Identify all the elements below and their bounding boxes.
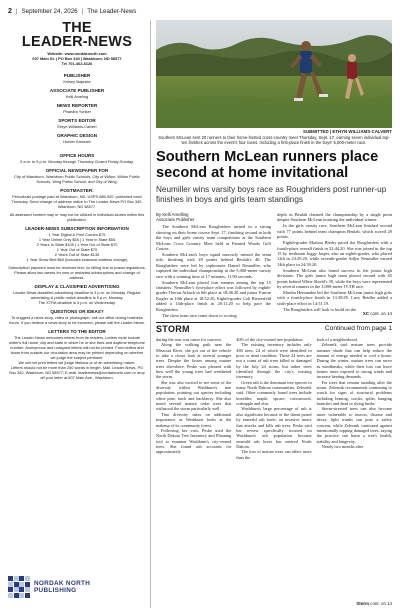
continued-from: Continued from page 1 — [324, 325, 392, 332]
jump-label: XC — [362, 311, 370, 316]
paragraph: For trees that remain standing after the storm, Zeleznik recommends continuing to watch for signs of structural problems including leaning, cracks, splits, hanging branches and dead or dying limbs. — [316, 379, 392, 407]
questions-text: To suggest a news story, video or photograph, call our office during business hours. If you believe a news story to be incorrect, please call the Leader-News. — [9, 315, 145, 325]
storm-jump[interactable] — [156, 601, 392, 606]
storm-body — [156, 337, 392, 460]
paragraph: depth as Beulah claimed the championship by a single point despite Southern McLean boasting the individual winner. — [277, 212, 392, 223]
staff-name: Kelli Ameling — [65, 94, 89, 99]
paragraph: look of a neighborhood. — [316, 337, 358, 342]
masthead-column — [8, 20, 146, 608]
staff-role: NEWS REPORTER — [56, 103, 98, 108]
issue-date: September 24, 2026 — [21, 7, 78, 15]
paragraph: The loss of mature trees can affect more than the — [236, 449, 312, 460]
questions-heading: QUESTIONS OR IDEAS? — [50, 309, 104, 314]
staff-role: PUBLISHER — [63, 73, 91, 78]
staff-name: Ethyn Williams-Calvert — [57, 124, 97, 129]
storm-label: STORM — [156, 323, 190, 334]
paragraph: Following her visit, Peske used the North Dakota Tree Inventory and Planning tool to examine Washburn's city-owned trees. She found ash accounts for approximately — [156, 427, 232, 455]
postmaster-text: Periodicals postage paid at Washburn, ND, USPS 686-920, published each Thursday. Send change of address notice to The Leader-News PO Box 340, Washburn, ND 58577. — [11, 194, 143, 209]
storm-column — [317, 337, 392, 460]
article-column — [277, 212, 392, 319]
paragraph: That diversity takes on additional importance as Washburn looks at the makeup of its community forest. — [156, 411, 232, 428]
letters-text: The Leader-News welcomes letters from its readers. Letters must include writer's full name, city and state in which he or she lives and daytime telephone number. Anonymous and unsigned letters will not be printed. Form letters and those from outside our circulation area may be printed depending on whether we judge the subject pertinent. — [9, 335, 145, 360]
xtra-deadline: The XTRA deadline is 5 p.m. on Wednesday. — [38, 300, 116, 305]
paragraph: Southern McLean's boys squad narrowly missed the team title, finishing with 49 points behind Beulah's 48. The Roughriders were led by sophomore Daniel Neumiller, who captured the individual championship in the 5,000-meter varsity race with a winning time of 17 minutes, 11.90 seconds. — [156, 251, 271, 279]
paper-name: The Leader-News — [87, 7, 137, 15]
masthead-title-line2: LEADER-NEWS — [21, 34, 133, 50]
paragraph: Southern McLean also found success in the junior high divisions. The girls junior high team placed second with 65 points behind White Shield's 39, while the boys were represented by several runners in the 3,000-meter JV/JH race. — [277, 267, 392, 290]
storm-column — [236, 337, 311, 460]
paragraph: Storm-stressed trees can also become more vulnerable to insects, disease and decay. Split trunks can pose a safety concern, while Zeleznik cautioned against intentionally topping damaged trees, saying the practice can harm a tree's health, stability and longevity. — [316, 406, 392, 444]
paragraph: Along the walking path near the Missouri River, she got out of the vehicle to take a closer look at several younger trees. Despite the losses among mature trees elsewhere, Peske was pleased with how well the young trees had weathered the storm. — [156, 342, 232, 380]
masthead-title — [8, 21, 146, 49]
paragraph: during the tour was cause for concern. — [156, 337, 222, 342]
official-newspaper-text: City of Washburn, Washburn Public Schools, City of Wilton, Wilton Public Schools, Wing Public School, and City of Wing. — [14, 174, 140, 184]
paragraph: The existing inventory includes only 480 trees, 24 of which were identified in poor or dead condition. Those 24 trees are not a count of ash trees killed or damaged by the July 24 storm, but rather trees identified through the city's existing inventory. — [236, 342, 312, 380]
paragraph: In the girls varsity race, Southern McLean finished second with 77 points behind team champion Beulah, which scored 29 points. — [277, 223, 392, 240]
paragraph: Southern McLean placed four runners among the top 15 finishers. Neumiller's first-place effort was followed by eighth-grader Theron Arbach in 6th place at 18:46.20 and junior Easton Kugler in 10th place at 18:52.20. Eighth-grader Colt Riesterfeld added a 14th-place finish in 20:11.20 to help pace the Roughriders. — [156, 279, 271, 312]
letters-heading: LETTERS TO THE EDITOR — [48, 329, 106, 334]
paragraph: Washburn's large percentage of ash is also significant because of the threat posed by emerald ash borer, an invasive insect that attacks and kills ash trees. Peske said her review specifically focused on Washburn's ash population because emerald ash borer has entered North Dakota. — [236, 406, 312, 449]
copyright-notice: All assessed content may or may not be utilized in individual stories within this publication. — [9, 212, 145, 222]
page-header-bar — [8, 5, 392, 17]
article-headline: Southern McLean runners place second at home invitational — [156, 149, 379, 181]
letters-text: Letters should not be more than 250 words in length. Mail: Leader-News, PO Box 340, Washburn, ND 58577; E-mail: leadernews@nordaknorth.com or drop off your letter at 607 Main Ave., Washburn. — [9, 365, 145, 380]
letters-text: We will not print letters we judge libelous or of an advertising nature. — [18, 360, 136, 365]
subscription-rate: 1 Year Online Only $55 | 1 Year In State $55 — [38, 237, 116, 242]
article-deck: Neumiller wins varsity boys race as Roughriders post runner-up finishes in boys and girls team standings — [156, 185, 387, 204]
page-number: 2 — [8, 7, 12, 15]
nordak-logo-icon — [8, 576, 30, 598]
staff-role: ASSOCIATE PUBLISHER — [49, 88, 105, 93]
article-column — [156, 212, 271, 319]
paragraph: Eighth-grader Marissa Brisby paced the Roughriders with a fourth-place overall finish in 22:44.20. She was joined in the top 15 by freshman Joggy Jasper, also an eighth-grader, who placed 12th in 24:29.20, while seventh-grader Adlyn Neumiller earned 14th place in 24:39.20. — [277, 240, 392, 267]
jump-text: cont. on 14 — [370, 601, 392, 606]
staff-name: Hunter Kamrath — [63, 139, 91, 144]
office-hours-heading: OFFICE HOURS — [59, 153, 95, 158]
paragraph: Green ash is the dominant tree species in many North Dakota communities, Zeleznik said. Other commonly found trees include boxelder, maple, spruce, cottonwood, crabapple and elm. — [236, 379, 312, 407]
paragraph: Zeleznik said mature trees provide summer shade that can help reduce the amount of energy needed to cool a home. During the winter, mature trees can serve as windbreaks, while their loss can leave homes more exposed to strong winds and increase heating demands. — [316, 342, 392, 380]
advertising-deadline: Leader-News classified advertising deadline is 3 p.m. on Monday. Regular advertising & public notice deadline is 5 p.m. Monday. — [13, 290, 141, 300]
office-hours-text: 9 a.m. to 5 p.m. Monday through Thursday Closed Friday-Sunday. — [20, 159, 134, 164]
paragraph: 40% of the city-owned tree population. — [236, 337, 304, 342]
subscription-rate: 1 Year Out of State $70 — [56, 247, 98, 252]
telephone: Tel 701-462-8126 — [61, 61, 93, 66]
storm-column — [156, 337, 231, 460]
masthead-title-line1: THE — [62, 20, 92, 36]
postmaster-heading: POSTMASTER: — [60, 188, 94, 193]
subscription-rate: 1 Year Snow Bird $60 (includes seasonal address change) — [26, 257, 128, 262]
separator: | — [15, 7, 18, 15]
official-newspaper-heading: OFFICIAL NEWSPAPER FOR — [45, 168, 109, 173]
jump-text: cont. on 14 — [370, 311, 392, 316]
publisher-logo — [8, 574, 146, 600]
photo-credit: SUBMITTED | ETHYN WILLIAMS-CALVERT — [303, 129, 392, 134]
staff-name: Phaedra Yunker — [63, 109, 91, 114]
subscription-rate: 2 Years In State $105 | 1 Year Out of State $70 — [36, 242, 118, 247]
column-divider — [150, 20, 151, 608]
publisher-logo-text: NORDAK NORTH PUBLISHING — [34, 580, 91, 594]
paragraph: The Roughriders will look to build on the — [283, 306, 357, 312]
storm-section-header — [156, 322, 392, 334]
staff-role: GRAPHIC DESIGN — [56, 133, 98, 138]
subscription-rate: 1 Year Digital & Print Combo $75 — [48, 232, 106, 237]
paragraph: The close team race came down to scoring — [162, 312, 237, 318]
byline-name: By Kelli Amelling — [156, 212, 189, 217]
staff-role: SPORTS EDITOR — [58, 118, 96, 123]
separator: | — [81, 7, 84, 15]
subscription-rate: 2 Years Out of State $135 — [54, 252, 100, 257]
staff-name: Kelsey Majeske — [63, 79, 91, 84]
byline-role: Associate Publisher — [156, 217, 195, 223]
website[interactable]: Website: www.nordaknorth.com — [47, 51, 107, 56]
article-body — [156, 212, 392, 319]
article-jump[interactable] — [156, 311, 392, 316]
subscription-heading: LEADER-NEWS SUBSCRIPTION INFORMATION — [25, 226, 129, 231]
subscription-note: Subscription payment must be received first, no billing due to postal regulations. Please allow two weeks for new or restarted subscriptions and change of address. — [8, 265, 146, 280]
jump-label: Storm — [356, 601, 370, 606]
advertising-heading: DISPLAY & CLASSIFIED ADVERTISING — [34, 284, 120, 289]
photo-caption: Southern McLean sent 20 runners to their home-hosted cross-country meet Thursday, Sept. 17, earning seven individual top-ten finishes across the event's four races. Including a first-place finish in the boys' 5,000-meter race. — [158, 135, 390, 145]
runner-photo — [156, 20, 392, 128]
address: 607 Main St. | PO Box 340 | Washburn, ND 58577 — [32, 56, 122, 61]
paragraph: Martha Hernandez led the Southern McLean junior high girls with a fourth-place finish in 13:38.85. Lucy Beidler added a sixth-place effort in 14:51.19. — [277, 290, 392, 306]
paragraph: Nearly two months after — [321, 443, 364, 449]
paragraph: She was also excited to see some of the diversity within Washburn's tree population, pointing out species including white pine, larch and hackberry. She also noted several mature cedar trees that withstood the storm particularly well. — [156, 379, 232, 412]
paragraph: The Southern McLean Roughriders turned in a strong showing on their home course Sept. 17, finishing second in both the boys and girls varsity team competitions at the Southern McLean Cross Country Meet held at Painted Woods Golf Course. — [156, 224, 271, 251]
